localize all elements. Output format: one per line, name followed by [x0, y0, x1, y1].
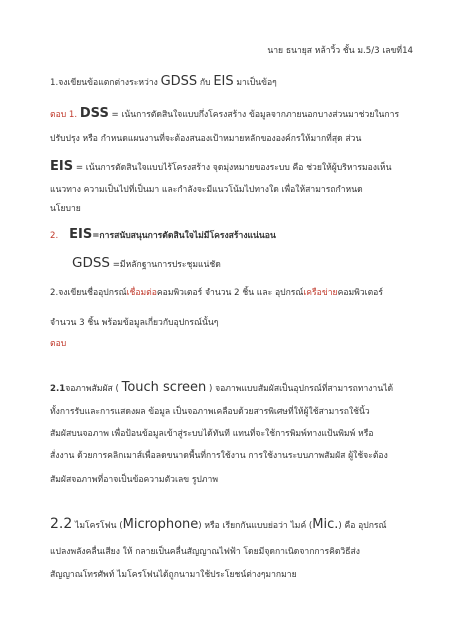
question-2-line-1	[50, 287, 383, 299]
question-2-text-b: คอมพิวเตอร์ จำนวน 2 ชิ้น และ อุปกรณ์	[156, 288, 304, 298]
touchscreen-line-3: สัมผัสบนจอภาพ เพื่อป้อนข้อมูลเข้าสู่ระบบได้ทันที แทนที่จะใช้การพิมพ์ทางแป้นพิมพ์ หรือ	[50, 429, 374, 439]
touchscreen-close: )	[206, 384, 213, 394]
question-2-text-c: คอมพิวเตอร์	[337, 288, 383, 298]
eis-paragraph-line-3: นโยบาย	[50, 204, 81, 214]
list-item-number: 2.	[50, 231, 59, 241]
dss-paragraph-line-2: ปรับปรุง หรือ กำหนดแผนงานที่จะต้องสนองเป้าหมายหลักขององค์กรให้มากที่สุด ส่วน	[50, 134, 362, 144]
microphone-line-3: สัญญาณโทรศัพท์ ไมโครโฟนได้ถูกนามาใช้ประโยชน์ต่างๆมากมาย	[50, 570, 297, 580]
microphone-number: 2.2	[50, 516, 73, 532]
author-line: นาย ธนายุส หล้าวิ้ว ชั้น ม.5/3 เลขที่14	[267, 46, 413, 56]
highlight-connect: เชื่อมต่อ	[126, 288, 157, 298]
eis-text: = เน้นการตัดสินใจแบบไร้โครงสร้าง จุดมุ่งหมายของระบบ คือ ช่วยให้ผู้บริหารมองเห็น	[73, 163, 392, 173]
question-1-text: 1.จงเขียนข้อแตกต่างระหว่าง	[50, 78, 158, 88]
dss-paragraph-line-1	[50, 108, 399, 121]
term-gdss: GDSS	[160, 74, 198, 89]
microphone-en: Microphone	[122, 517, 199, 532]
eis-paragraph-line-1	[50, 161, 391, 174]
touchscreen-name: จอภาพสัมผัส (	[65, 384, 122, 394]
touchscreen-text: จอภาพแบบสัมผัสเป็นอุปกรณ์ที่สามารถทางานได้	[212, 384, 394, 394]
question-2-text-a: 2.จงเขียนชื่ออุปกรณ์	[50, 288, 127, 298]
list-eis-term: EIS	[69, 227, 93, 242]
list-gdss-term: GDSS	[72, 255, 110, 271]
touchscreen-line-4: สั่งงาน ด้วยการคลิกเมาส์เพื่อลดขนาดพื้นที่การใช้งาน การใช้งานระบบภาพสัมผัส ผู้ใช้จะต้อง	[50, 451, 388, 461]
microphone-name: ไมโครโฟน (	[72, 521, 123, 531]
term-eis: EIS	[213, 74, 234, 89]
question-2-line-2: จำนวน 3 ชิ้น พร้อมข้อมูลเกี่ยวกับอุปกรณ์นั้นๆ	[50, 318, 219, 328]
microphone-line-2: แปลงพลังคลื่นเสียง ให้ กลายเป็นคลื่นสัญญาณไฟฟ้า โดยมีจุดกาเนิดจากการคิดวิธีส่ง	[50, 547, 360, 557]
list-gdss-text: =มีหลักฐานการประชุมแน่ชัด	[110, 260, 221, 270]
touchscreen-line-5: สัมผัสจอภาพที่อาจเป็นข้อความตัวเลข รูปภาพ	[50, 475, 219, 485]
touchscreen-number: 2.1	[50, 384, 66, 394]
eis-paragraph-line-2: แนวทาง ความเป็นไปที่เป็นมา และกำลังจะมีแนวโน้มไปทางใด เพื่อให้สามารถกำหนด	[50, 185, 363, 195]
question-1	[50, 76, 277, 89]
dss-text: = เน้นการตัดสินใจแบบกึ่งโครงสร้าง ข้อมูลจากภายนอกบางส่วนมาช่วยในการ	[108, 110, 400, 120]
microphone-text-b: ) คือ อุปกรณ์	[338, 521, 387, 531]
answer-label-1: ตอบ 1.	[50, 110, 78, 120]
touchscreen-en: Touch screen	[121, 380, 207, 395]
question-1-with: กับ	[199, 78, 211, 88]
list-eis-text: =การสนับสนุนการตัดสินใจไม่มีโครงสร้างแน่นอน	[92, 231, 276, 241]
list-item-eis	[50, 229, 276, 242]
eis-term: EIS	[50, 159, 74, 174]
touchscreen-line-1	[50, 382, 393, 395]
highlight-network: เครือข่าย	[303, 288, 338, 298]
touchscreen-line-2: ทั้งการรับและการแสดงผล ข้อมูล เป็นจอภาพเคลือบด้วยสารพิเศษที่ให้ผู้ใช้สามารถใช้นิ้ว	[50, 407, 370, 417]
mic-abbrev: Mic.	[312, 517, 339, 532]
question-1-tail: มาเป็นข้อๆ	[236, 78, 277, 88]
microphone-text-a: ) หรือ เรียกกันแบบย่อว่า ไมค์ (	[198, 521, 313, 531]
microphone-line-1	[50, 518, 387, 532]
list-item-gdss	[72, 257, 221, 271]
dss-term: DSS	[79, 106, 109, 121]
answer-label-2: ตอบ	[50, 339, 67, 349]
